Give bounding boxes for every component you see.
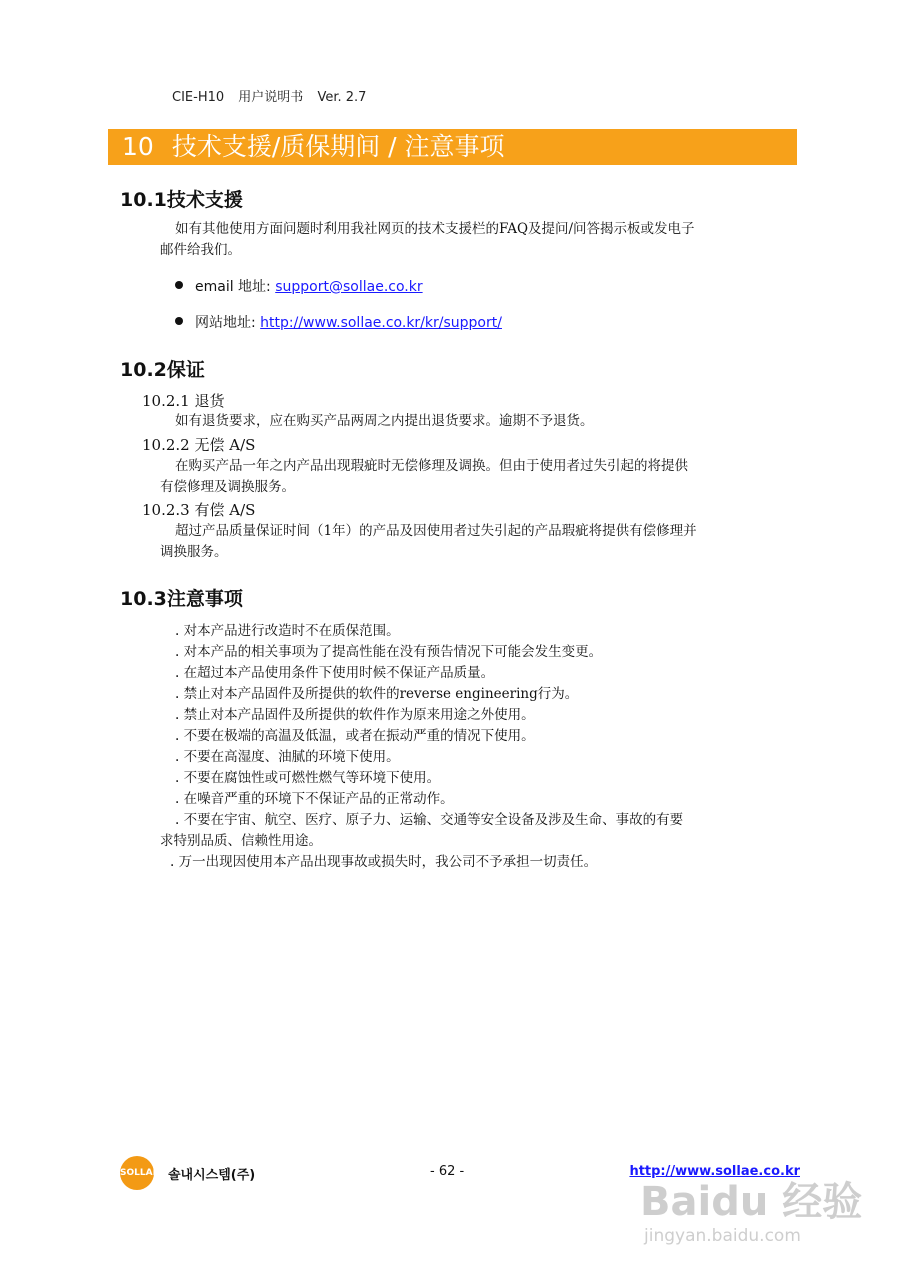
bullet-dot-icon (175, 317, 183, 325)
returns-heading: 10.2.1 退货 (142, 392, 225, 410)
paid-as-text-line2: 调换服务。 (160, 544, 228, 560)
caution-item: . 万一出现因使用本产品出现事故或损失时，我公司不予承担一切责任。 (170, 854, 598, 870)
watermark-sub-text: jingyan.baidu.com (644, 1226, 801, 1246)
website-link[interactable]: http://www.sollae.co.kr/kr/support/ (260, 315, 502, 331)
chapter-title: 技术支援/质保期间 / 注意事项 (171, 132, 505, 161)
support-paragraph-line1: 如有其他使用方面问题时利用我社网页的技术支援栏的FAQ及提问/问答揭示板或发电子 (175, 221, 695, 237)
header-model: CIE-H10 (172, 90, 225, 105)
caution-item: . 禁止对本产品固件及所提供的软件作为原来用途之外使用。 (175, 707, 535, 723)
baidu-watermark (640, 1170, 863, 1260)
chapter-number: 10 (122, 132, 154, 161)
caution-item: . 对本产品进行改造时不在质保范围。 (175, 623, 400, 639)
returns-text: 如有退货要求，应在购买产品两周之内提出退货要求。逾期不予退货。 (175, 413, 594, 429)
section-heading-support: 10.1技术支援 (120, 189, 243, 211)
caution-item: . 不要在高湿度、油腻的环境下使用。 (175, 749, 400, 765)
support-paragraph-line2: 邮件给我们。 (160, 242, 241, 258)
chapter-title-bar (108, 129, 797, 165)
page-number: - 62 - (430, 1164, 465, 1179)
caution-item: . 禁止对本产品固件及所提供的软件的reverse engineering行为。 (175, 686, 579, 702)
sollae-logo-icon: SOLLAE (120, 1156, 154, 1190)
paid-as-heading: 10.2.3 有偿 A/S (142, 501, 256, 519)
free-as-heading: 10.2.2 无偿 A/S (142, 436, 256, 454)
email-label: email 地址: (195, 279, 276, 295)
free-as-text-line1: 在购买产品一年之内产品出现瑕疵时无偿修理及调换。但由于使用者过失引起的将提供 (175, 458, 688, 474)
section-heading-warranty: 10.2保证 (120, 359, 205, 381)
caution-item: . 不要在宇宙、航空、医疗、原子力、运输、交通等安全设备及涉及生命、事故的有要 (175, 812, 684, 828)
bullet-dot-icon (175, 281, 183, 289)
email-link[interactable]: support@sollae.co.kr (275, 279, 423, 295)
running-header (172, 86, 376, 105)
paid-as-text-line1: 超过产品质量保证时间（1年）的产品及因使用者过失引起的产品瑕疵将提供有偿修理并 (175, 523, 697, 539)
watermark-main-text: Baidu 经验 (640, 1179, 863, 1225)
footer-website-link[interactable]: http://www.sollae.co.kr (629, 1164, 800, 1179)
website-bullet (175, 312, 502, 332)
caution-item: . 在噪音严重的环境下不保证产品的正常动作。 (175, 791, 454, 807)
section-heading-cautions: 10.3注意事项 (120, 588, 243, 610)
email-bullet (175, 276, 423, 296)
company-name: 솔내시스템(주) (168, 1168, 256, 1183)
caution-item: . 不要在极端的高温及低温，或者在振动严重的情况下使用。 (175, 728, 535, 744)
caution-item: . 对本产品的相关事项为了提高性能在没有预告情况下可能会发生变更。 (175, 644, 603, 660)
header-version: Ver. 2.7 (317, 90, 367, 105)
header-doc: 用户说明书 (238, 90, 304, 105)
website-label: 网站地址: (195, 315, 261, 331)
caution-item: . 在超过本产品使用条件下使用时候不保证产品质量。 (175, 665, 495, 681)
caution-item: . 不要在腐蚀性或可燃性燃气等环境下使用。 (175, 770, 441, 786)
caution-item-continuation: 求特别品质、信赖性用途。 (160, 833, 322, 849)
free-as-text-line2: 有偿修理及调换服务。 (160, 479, 295, 495)
